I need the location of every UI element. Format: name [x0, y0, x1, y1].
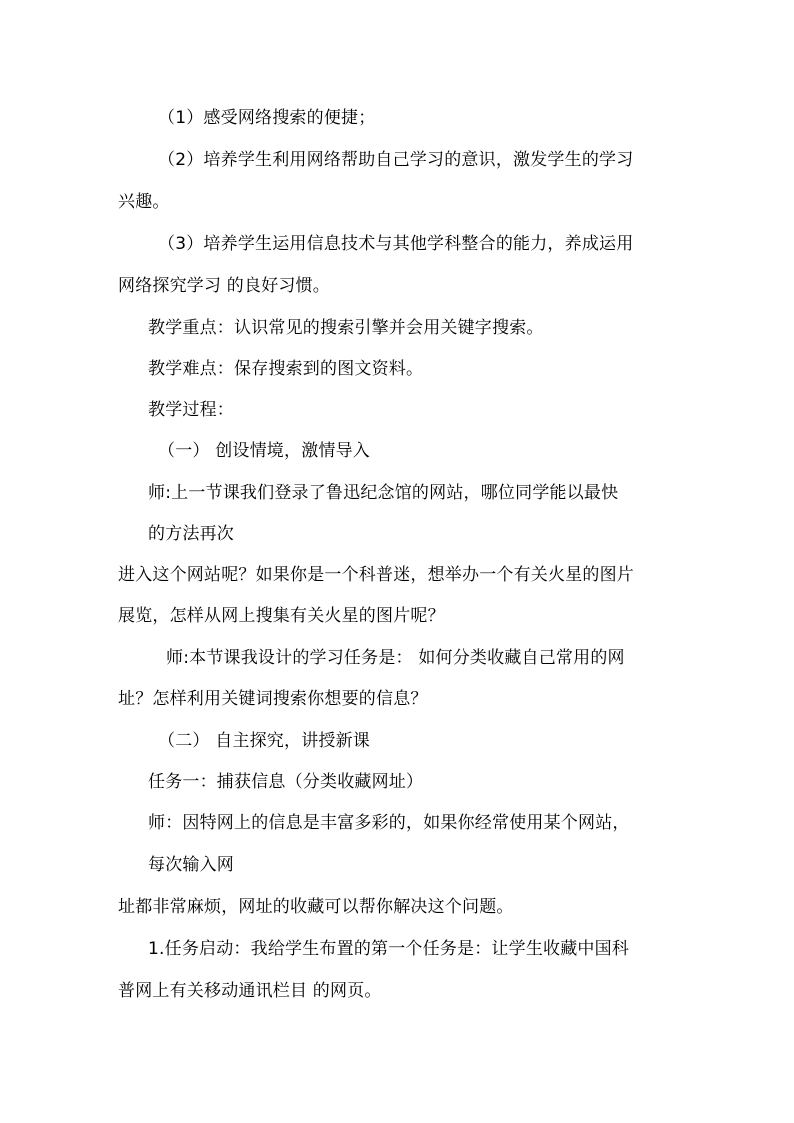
teacher-task-line: 师:本节课我设计的学习任务是： 如何分类收藏自己常用的网: [166, 648, 625, 668]
teacher-line-2-cont: 每次输入网: [148, 855, 234, 875]
paragraph-line-3: 址都非常麻烦，网址的收藏可以帮你解决这个问题。: [118, 897, 514, 917]
paragraph-line-1: 进入这个网站呢？如果你是一个科普迷，想举办一个有关火星的图片: [118, 565, 634, 585]
section-1-heading: （一） 创设情境，激情导入: [158, 441, 371, 461]
teacher-line-2: 师：因特网上的信息是丰富多彩的，如果你经常使用某个网站，: [148, 813, 630, 833]
teacher-line-1-cont: 的方法再次: [148, 524, 234, 544]
teacher-task-line-cont: 址？怎样利用关键词搜索你想要的信息？: [118, 689, 428, 709]
objective-1: （1）感受网络搜索的便捷；: [158, 108, 376, 128]
task-start-line-cont: 普网上有关移动通讯栏目 的网页。: [118, 981, 382, 1001]
objective-2-cont: 兴趣。: [118, 192, 170, 212]
section-2-heading: （二） 自主探究，讲授新课: [158, 731, 371, 751]
task-one-heading: 任务一：捕获信息（分类收藏网址）: [148, 772, 424, 792]
task-start-line: 1.任务启动：我给学生布置的第一个任务是：让学生收藏中国科: [148, 939, 630, 959]
teacher-line-1: 师:上一节课我们登录了鲁迅纪念馆的网站，哪位同学能以最快: [148, 483, 619, 503]
objective-3-cont: 网络探究学习 的良好习惯。: [118, 276, 331, 296]
objective-3: （3）培养学生运用信息技术与其他学科整合的能力，养成运用: [158, 234, 634, 254]
teaching-process-heading: 教学过程：: [148, 400, 234, 420]
objective-2: （2）培养学生利用网络帮助自己学习的意识，激发学生的学习: [158, 150, 634, 170]
teaching-difficulty: 教学难点：保存搜索到的图文资料。: [148, 359, 424, 379]
teaching-focus: 教学重点：认识常见的搜索引擎并会用关键字搜索。: [148, 318, 544, 338]
paragraph-line-2: 展览，怎样从网上搜集有关火星的图片呢？: [118, 606, 445, 626]
